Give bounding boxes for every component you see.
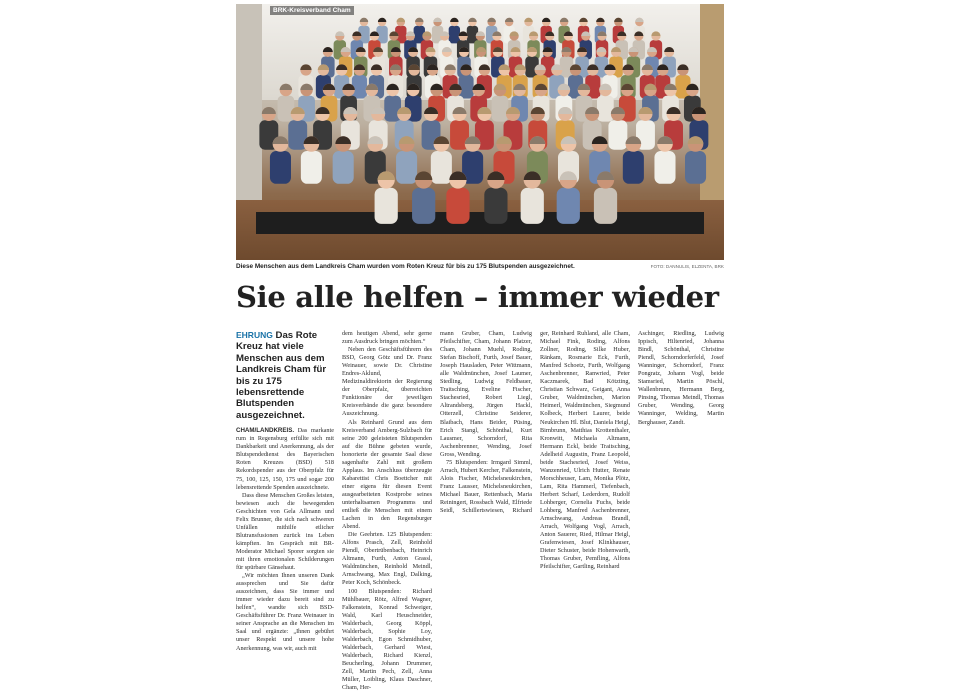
- person-figure: [375, 171, 398, 223]
- person-body: [449, 26, 460, 44]
- person-figure: [412, 171, 435, 223]
- person-figure: [594, 171, 617, 223]
- person-hair: [323, 47, 333, 52]
- group-photo: [236, 4, 724, 260]
- photo-caption: Diese Menschen aus dem Landkreis Cham wurden vom Roten Kreuz für bis zu 175 Blutspenden ausgezeichnet.: [236, 263, 616, 270]
- person-body: [521, 188, 544, 224]
- paragraph: „Wir möchten Ihnen unseren Dank aussprechen und Sie dafür auszeichnen, dass Sie immer und immer wieder dazu bereit sind zu helfen“, wandte sich BSD-Geschäftsführer Dr. Franz Weinauer in seiner Ansprache an die Menschen im Saal und ergänzte: „Ihnen gebührt unser Respekt und unsere hohe Anerkennung, was wir, auch mit: [236, 572, 334, 652]
- person-hair: [596, 18, 604, 22]
- person-hair: [542, 18, 550, 22]
- person-body: [270, 151, 291, 184]
- person-body: [446, 188, 469, 224]
- article-headline: Sie alle helfen – immer wieder: [236, 280, 724, 314]
- article-column-5: [638, 330, 724, 427]
- person-hair: [524, 18, 532, 22]
- person-figure: [458, 64, 473, 98]
- person-figure: [301, 136, 322, 184]
- paragraph: Aschinger, Riedling, Ludwig Ippisch, Hiltenried, Johanna Bindl, Schönthal, Christine Piendl, Schorndorferfeld, Josef Wanninger, Schorndorf, Franz Pongratz, Johann Vogl, beide Stamsried, Martin Pöschl, Wallenbrunn, Hermann Berg, Pinsing, Thomas Meindl, Thomas Gruber, Wending, Georg Wanninger, Welding, Martin Berghauser, Zandt.: [638, 330, 724, 427]
- person-figure: [608, 107, 627, 150]
- person-figure: [376, 18, 387, 44]
- person-body: [278, 96, 295, 122]
- person-hair: [651, 31, 660, 36]
- person-hair: [579, 18, 587, 22]
- person-body: [594, 188, 617, 224]
- paragraph: mann Gruber, Cham, Ludwig Pfeilschifter, Cham, Johann Platzer, Cham, Johann Muehl, Roding, Stefan Bischoff, Furth, Josef Bauer, Joseph Hausladen, Peter Wittmann, alle Waldmünchen, Josef Laumer, Stedling, Ludwig Feldbauer, Traitsching, Eveline Fischer, Stachesried, Robert Liegl, Altrandsberg, Jürgen Hackl, Otterzell, Christine Seiderer, Blaibach, Hans Beider, Püsing, Erich Stangl, Schönthal, Kurt Lausmer, Schorndorf, Rita Aschenbrenner, Wending, Josef Gross, Wending.: [440, 330, 532, 459]
- person-figure: [623, 136, 644, 184]
- person-figure: [352, 64, 367, 98]
- article-column-2: [342, 330, 432, 692]
- person-body: [685, 151, 706, 184]
- person-hair: [262, 107, 276, 114]
- person-figure: [431, 136, 452, 184]
- person-hair: [505, 18, 513, 22]
- person-body: [301, 151, 322, 184]
- person-hair: [360, 18, 368, 22]
- person-figure: [492, 84, 509, 122]
- article-column-1: [236, 330, 334, 653]
- person-hair: [280, 84, 292, 90]
- paragraph: Die Geehrten. 125 Blutspenden: Alfons Prasch, Zell, Reinhold Piendl, Obertrübenbach, Heinrich Altmann, Furth, Anton Grassl, Waldmünchen, Reinhold Meindl, Arnschwang, Max Engl, Dalking, Peter Koch, Schönbeck.: [342, 531, 432, 587]
- person-figure: [432, 18, 443, 44]
- person-hair: [415, 171, 432, 180]
- paragraph: Als Reinhard Grund aus dem Kreisverband Amberg-Sulzbach für seine 200 geleisteten Blutspenden auf die Bühne gebeten wurde, honorierte der gesamte Saal diese sagenhafte Zahl mit großem Applaus. Im Anschluss überzeugte Kabarettist Chris Boettcher mit einer eigens für diesen Event ausgearbeiteten Kostprobe seines unterhaltsamen Programms und entließ die Menschen mit einem Lachen in den Regensburger Abend.: [342, 419, 432, 532]
- paragraph: 75 Blutspenden: Irmgard Simml, Arrach, Hubert Kercher, Falkenstein, Alois Fischer, Michelsneukirchen, Franz Lausser, Michelsneukirchen, Michael Bauer, Rettenbach, Maria Reiningert, Rossbach Wald, Elfriede Seidl, Schillertswiesen, Richard: [440, 459, 532, 514]
- person-hair: [468, 18, 476, 22]
- person-hair: [560, 18, 568, 22]
- person-figure: [396, 136, 417, 184]
- person-hair: [664, 47, 674, 52]
- person-hair: [335, 31, 344, 36]
- person-figure: [557, 171, 580, 223]
- person-hair: [397, 18, 405, 22]
- photo-label: BRK-Kreisverband Cham: [270, 6, 354, 15]
- person-figure: [414, 18, 425, 44]
- person-body: [333, 151, 354, 184]
- article-column-4: [540, 330, 630, 571]
- person-body: [352, 75, 367, 99]
- person-body: [431, 151, 452, 184]
- paragraph: [236, 427, 334, 491]
- person-figure: [449, 18, 460, 44]
- article-lead: [236, 330, 334, 421]
- person-figure: [333, 136, 354, 184]
- person-figure: [685, 136, 706, 184]
- person-body: [412, 188, 435, 224]
- column-3-text: [440, 330, 532, 514]
- person-body: [396, 151, 417, 184]
- person-body: [557, 188, 580, 224]
- person-body: [654, 151, 675, 184]
- person-hair: [487, 18, 495, 22]
- person-figure: [521, 171, 544, 223]
- paragraph: Neben den Geschäftsführern des BSD, Georg Götz und Dr. Franz Weinauer, sowie Dr. Christine Endres-Aklund, Medizinaldirektorin der Regierung der Oberpfalz, überreichten Funktionäre der jeweiligen Kreisverbände die ganz besondere Auszeichnung.: [342, 346, 432, 418]
- paragraph-text: Das markante rum in Regensburg erfüllte sich mit Dankbarkeit und Anerkennung, als der Blutspendedienst des Bayerischen Roten Kreuzes (BSD) 518 Rekordspender aus der Oberpfalz für 75, 100, 125, 150, 175 und sogar 200 lebensrettende Spenden auszeichnete.: [236, 427, 334, 490]
- person-body: [608, 120, 627, 149]
- person-body: [597, 96, 614, 122]
- photo-credit: FOTO: DANNULIS, ELZENTA, BRK: [651, 264, 724, 269]
- article-rubric: EHRUNG: [236, 330, 273, 340]
- person-figure: [270, 136, 291, 184]
- crowd-illustration: [236, 4, 724, 260]
- person-hair: [415, 18, 423, 22]
- paragraph: 100 Blutspenden: Richard Mühlbauer, Rötz, Alfred Wagner, Falkenstein, Konrad Schweiger, Wald, Karl Heuschneider, Walderbach, Georg Köppl, Walderbach, Sophie Loy, Walderbach, Egon Schmidhuber, Walderbach, Gerhard Wiest, Walderbach, Richard Kienzl, Beucherling, Johann Drummer, Zell, Martin Pech, Zell, Anna Müller, Loibling, Klaus Daschner, Cham, Her-: [342, 588, 432, 692]
- person-body: [484, 188, 507, 224]
- paragraph: Dass diese Menschen Großes leisten, bewiesen auch die bewegenden Geschichten von Gela Allmann und Felix Brunner, die sich nach schweren Unfällen mithilfe etlicher Blutransfusionen zurück ins Leben kämpften. Im Gespräch mit BR-Moderator Michael Sporer sorgten sie mit ihren emotionalen Schilderungen für spürbare Gänsehaut.: [236, 492, 334, 572]
- person-figure: [358, 18, 369, 44]
- person-figure: [446, 171, 469, 223]
- lead-text: Das Rote Kreuz hat viele Menschen aus dem Landkreis Cham für bis zu 175 lebensrettende Blutspenden ausgezeichnet.: [236, 330, 326, 421]
- person-hair: [635, 18, 643, 22]
- dateline: CHAM/LANDKREIS.: [236, 427, 294, 434]
- person-body: [623, 151, 644, 184]
- newspaper-page: [236, 4, 724, 640]
- person-body: [375, 188, 398, 224]
- person-hair: [614, 18, 622, 22]
- person-body: [492, 96, 509, 122]
- person-figure: [654, 136, 675, 184]
- person-hair: [450, 18, 458, 22]
- person-figure: [484, 171, 507, 223]
- person-hair: [378, 18, 386, 22]
- person-hair: [677, 64, 688, 70]
- person-hair: [300, 64, 311, 70]
- person-figure: [467, 18, 478, 44]
- paragraph: dem heutigen Abend, sehr gerne zum Ausdruck bringen möchten.“: [342, 330, 432, 346]
- paragraph: ger, Reinhard Ruhland, alle Cham, Michael Fink, Roding, Alfons Zollner, Roding, Silke Huber, Ränkam, Rosmarie Eck, Furth, Manfred Schoetz, Furth, Wolfgang Aschenbrenner, Ranwried, Peter Kaczmarek, Bad Kötzting, Christian Schwarz, Geigant, Anna Gruber, Waldmünchen, Marion Heimerl, Waldmünchen, Siegmund Kolbeck, Herbert Laurer, beide Neukirchen Hl. Blut, Daniela Heigl, Birnbrunn, Matthias Krottenthaler, Kronwitt, Michaela Altmann, Hermann Eckl, beide Traitsching, Adelheid Augustin, Franz Leopold, beide Stachesried, Josef Weiss, Wanzenried, Ulrich Hutter, Renate Morschheuser, Lam, Monika Plötz, Lam, Rita Hammerl, Tiefenbach, Herbert Scharf, Lederdorn, Rudolf Lohberger, Cornelia Fuchs, beide Lohberg, Manfred Aschenbrenner, Arnschwang, Andreas Brandl, Arrach, Wolfgang Vogl, Arrach, Anton Sauerer, Ried, Hilmar Heigl, Grafenwiesen, Josef Klinkhauser, Dieter Schuster, beide Hohenwarth, Thomas Gruber, Pemfling, Alfons Pfeilschifter, Gartling, Reinhard: [540, 330, 630, 571]
- article-column-3: [440, 330, 532, 514]
- person-hair: [433, 18, 441, 22]
